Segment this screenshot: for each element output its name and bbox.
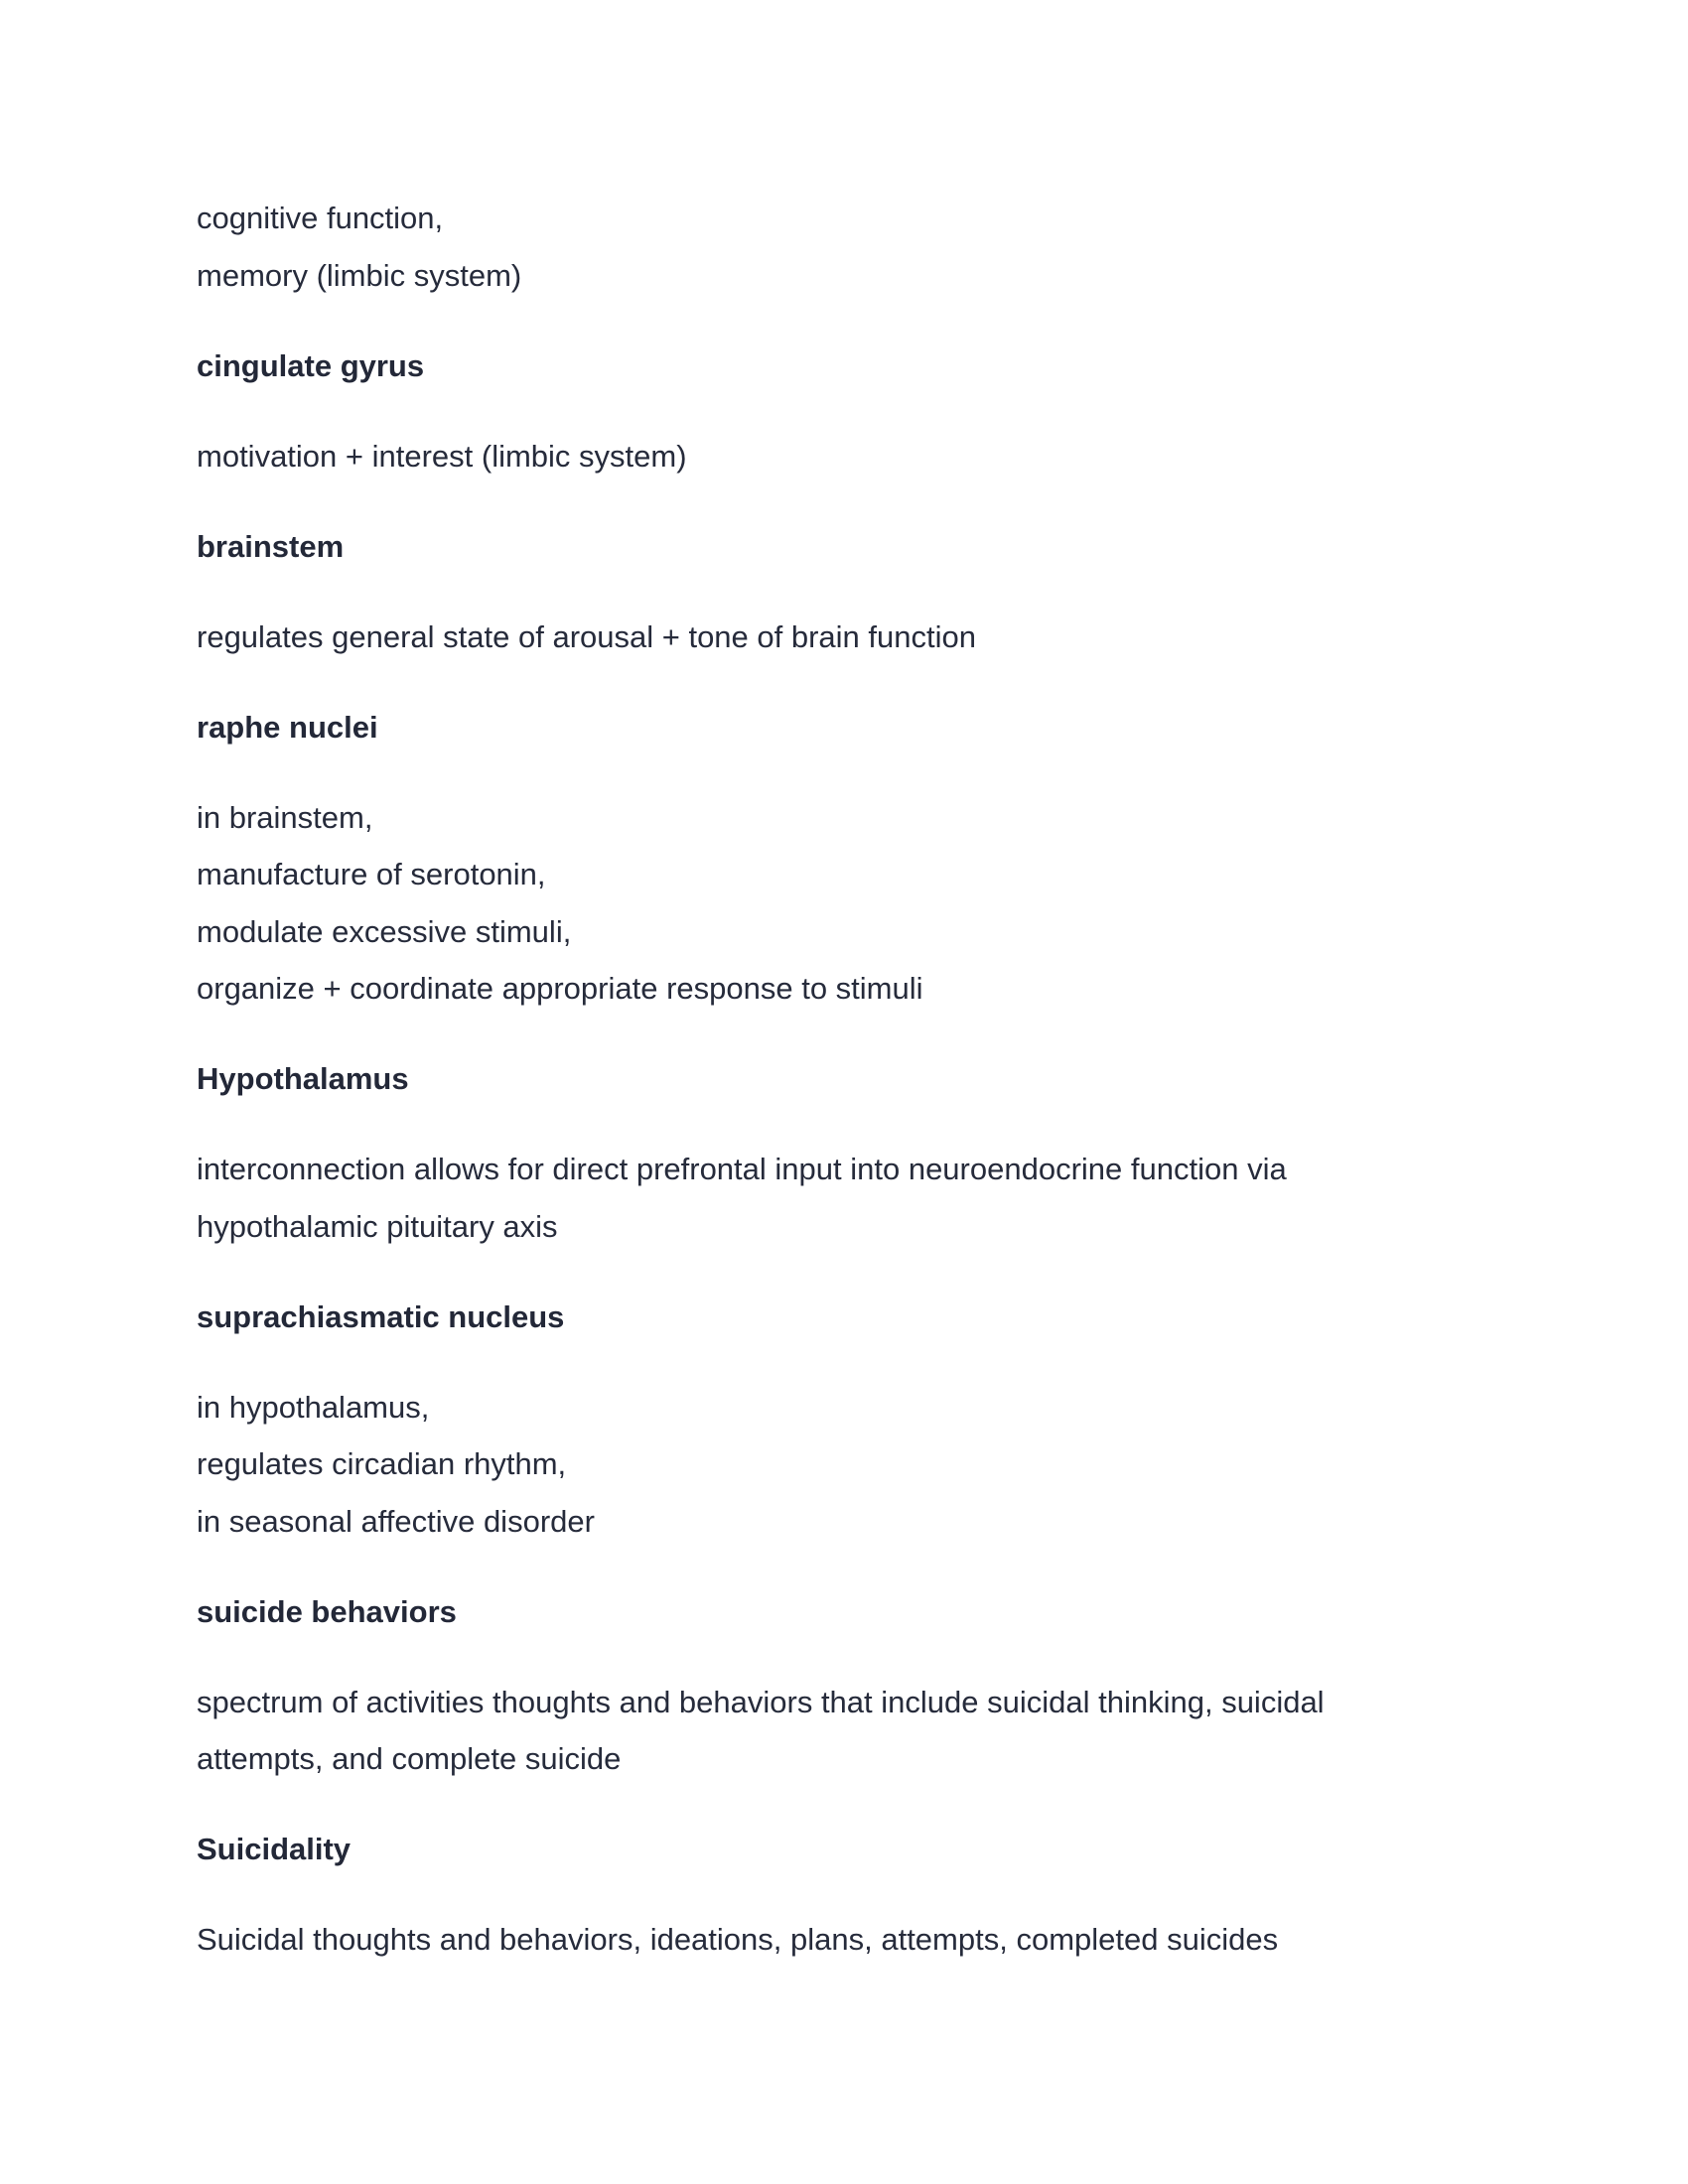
- term-cingulate-gyrus: cingulate gyrus: [197, 347, 425, 383]
- definition-line: spectrum of activities thoughts and behaviors that include suicidal thinking, suicidal attempts, and complete suicide: [197, 1684, 1325, 1776]
- definition-hypothalamus: [197, 1141, 1428, 1255]
- definition-line: in brainstem,: [197, 799, 373, 835]
- definition-line: modulate excessive stimuli,: [197, 913, 572, 949]
- definition-cognitive-memory: [197, 190, 1428, 304]
- definition-line: memory (limbic system): [197, 257, 522, 293]
- term-suprachiasmatic-nucleus: suprachiasmatic nucleus: [197, 1298, 565, 1334]
- definition-line: in hypothalamus,: [197, 1389, 430, 1425]
- definition-line: regulates circadian rhythm,: [197, 1446, 567, 1481]
- definition-line: Suicidal thoughts and behaviors, ideations, plans, attempts, completed suicides: [197, 1922, 1279, 1957]
- definition-line: in seasonal affective disorder: [197, 1503, 595, 1539]
- term-suicidality: Suicidality: [197, 1832, 352, 1866]
- definition-suicidality: [197, 1911, 1428, 1969]
- definition-suprachiasmatic-nucleus: [197, 1379, 1428, 1551]
- term-hypothalamus: Hypothalamus: [197, 1061, 409, 1096]
- definition-raphe-nuclei: [197, 789, 1428, 1018]
- document-page: [197, 190, 1428, 2001]
- definition-line: interconnection allows for direct prefrontal input into neuroendocrine function via hypothalamic pituitary axis: [197, 1152, 1287, 1244]
- definition-cingulate-gyrus: [197, 428, 1428, 485]
- term-raphe-nuclei: raphe nuclei: [197, 709, 378, 745]
- definition-line: manufacture of serotonin,: [197, 857, 546, 891]
- definition-line: organize + coordinate appropriate response to stimuli: [197, 971, 923, 1006]
- definition-suicide-behaviors: [197, 1674, 1428, 1788]
- definition-line: cognitive function,: [197, 201, 444, 235]
- definition-brainstem: [197, 609, 1428, 666]
- definition-line: motivation + interest (limbic system): [197, 438, 687, 474]
- term-brainstem: brainstem: [197, 528, 345, 564]
- definition-line: regulates general state of arousal + tone of brain function: [197, 618, 976, 654]
- term-suicide-behaviors: suicide behaviors: [197, 1593, 457, 1629]
